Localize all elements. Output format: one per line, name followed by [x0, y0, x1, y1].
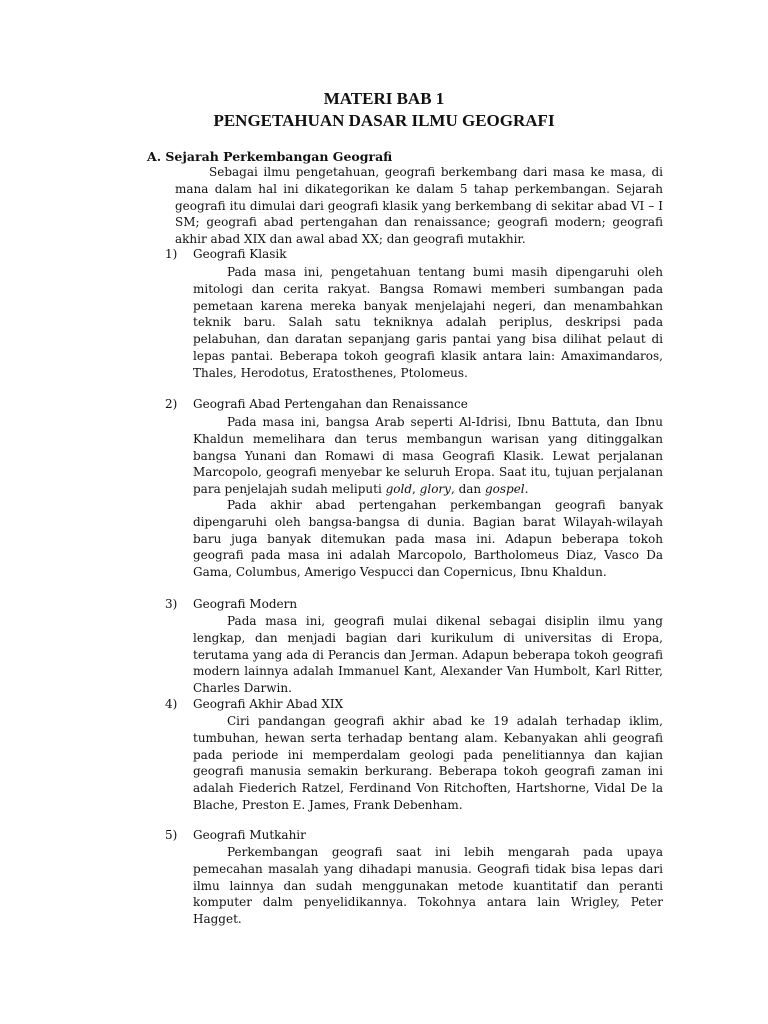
- list-item-number: 2): [165, 397, 178, 411]
- list-item-title: Geografi Akhir Abad XIX: [193, 697, 344, 711]
- list-item-number: 3): [165, 597, 178, 611]
- intro-paragraph: Sebagai ilmu pengetahuan, geografi berkembang dari masa ke masa, di mana dalam hal ini dikategorikan ke dalam 5 tahap perkembangan. Sejarah geografi itu dimulai dari geografi klasik yang berkembang di sekitar abad VI – I SM; geografi abad pertengahan dan renaissance; geografi modern; geografi akhir abad XIX dan awal abad XX; dan geografi mutakhir.: [175, 165, 663, 247]
- list-item-heading: [165, 597, 297, 611]
- item-paragraph: Pada masa ini, pengetahuan tentang bumi masih dipengaruhi oleh mitologi dan cerita rakyat. Bangsa Romawi memberi sumbangan pada pemetaan karena mereka banyak menjelajahi negeri, dan menambahkan teknik baru. Salah satu tekniknya adalah periplus, deskripsi pada pelabuhan, dan daratan sepanjang garis pantai yang bisa dilihat pelaut di lepas pantai. Beberapa tokoh geografi klasik antara lain: Amaximandaros, Thales, Herodotus, Eratosthenes, Ptolomeus.: [193, 265, 663, 380]
- italic-term: gospel: [484, 482, 525, 497]
- list-item-title: Geografi Abad Pertengahan dan Renaissance: [193, 397, 468, 411]
- list-item-number: 4): [165, 697, 178, 711]
- list-item-heading: [165, 397, 468, 411]
- list-item-heading: [165, 697, 343, 711]
- item-paragraph: Pada masa ini, geografi mulai dikenal sebagai disiplin ilmu yang lengkap, dan menjadi bagian dari kurikulum di universitas di Eropa, terutama yang ada di Perancis dan Jerman. Adapun beberapa tokoh geografi modern lainnya adalah Immanuel Kant, Alexander Van Humbolt, Karl Ritter, Charles Darwin.: [193, 614, 663, 696]
- list-item-number: 5): [165, 828, 178, 842]
- list-item-title: Geografi Klasik: [193, 247, 287, 261]
- item-paragraph: Ciri pandangan geografi akhir abad ke 19 adalah terhadap iklim, tumbuhan, hewan serta terhadap bentang alam. Kebanyakan ahli geografi pada periode ini memperdalam geologi pada penelitiannya dan kajian geografi manusia semakin berkurang. Beberapa tokoh geografi zaman ini adalah Fiederich Ratzel, Ferdinand Von Ritchoften, Hartshorne, Vidal De la Blache, Preston E. James, Frank Debenham.: [193, 714, 663, 812]
- list-item-number: 1): [165, 247, 178, 261]
- italic-term: gold: [385, 482, 413, 497]
- item-paragraph: Perkembangan geografi saat ini lebih mengarah pada upaya pemecahan masalah yang dihadapi manusia. Geografi tidak bisa lepas dari ilmu lainnya dan sudah menggunakan metode kuantitatif dan peranti komputer dalm penyelidikannya. Tokohnya antara lain Wrigley, Peter Hagget.: [193, 845, 663, 927]
- list-item-heading: [165, 247, 287, 261]
- document-title: MATERI BAB 1: [323, 89, 445, 108]
- list-item-title: Geografi Modern: [193, 597, 298, 611]
- list-item-heading: [165, 828, 306, 842]
- list-item-title: Geografi Mutkahir: [193, 828, 306, 842]
- italic-term: glory: [419, 482, 451, 497]
- document-subtitle: PENGETAHUAN DASAR ILMU GEOGRAFI: [213, 111, 555, 130]
- section-heading-a: A. Sejarah Perkembangan Geografi: [147, 149, 393, 164]
- item-paragraph: Pada masa ini, bangsa Arab seperti Al-Idrisi, Ibnu Battuta, dan Ibnu Khaldun memelihara dan terus membangun warisan yang ditinggalkan bangsa Yunani dan Romawi di masa Geografi Klasik. Lewat perjalanan Marcopolo, geografi menyebar ke seluruh Eropa. Saat itu, tujuan perjalanan para penjelajah sudah meliputi gold, glory, dan gospel.: [193, 415, 663, 497]
- item-paragraph: Pada akhir abad pertengahan perkembangan geografi banyak dipengaruhi oleh bangsa-bangsa di dunia. Bagian barat Wilayah-wilayah baru juga banyak ditemukan pada masa ini. Adapun beberapa tokoh geografi pada masa ini adalah Marcopolo, Bartholomeus Diaz, Vasco Da Gama, Columbus, Amerigo Vespucci dan Copernicus, Ibnu Khaldun.: [193, 498, 663, 580]
